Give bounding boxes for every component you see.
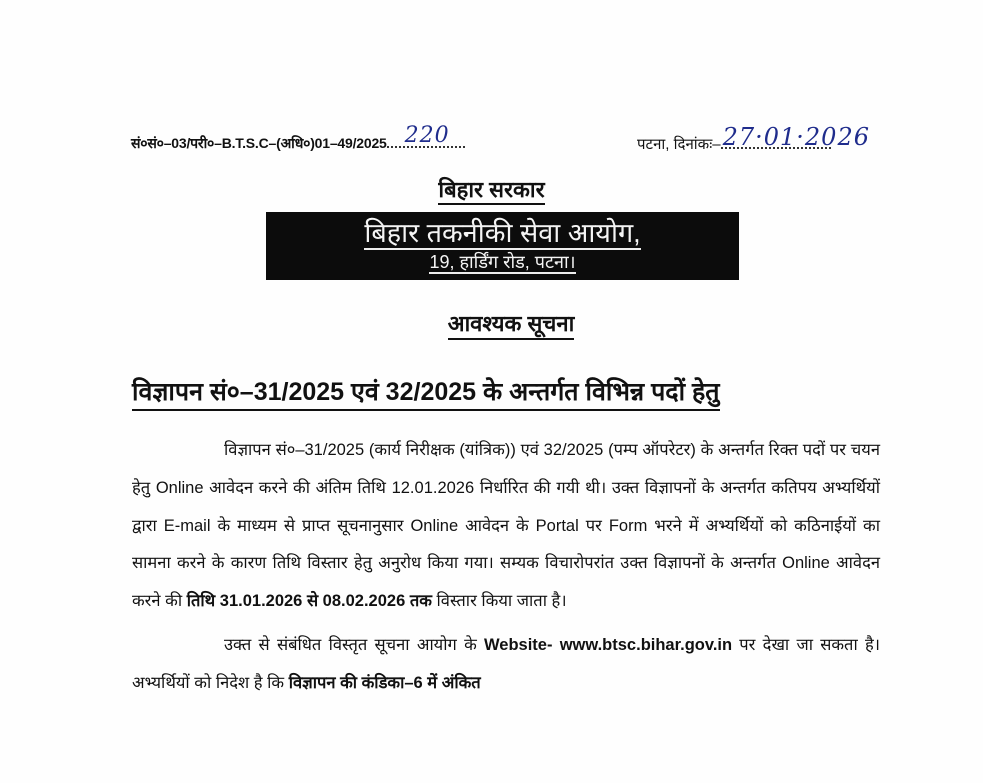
government-heading xyxy=(0,174,983,204)
paragraph-1 xyxy=(132,432,880,621)
date-blank xyxy=(721,123,870,151)
p2-text-a: उक्त से संबंधित विस्तृत सूचना आयोग के xyxy=(224,635,484,654)
p1-text-a: विज्ञापन सं०–31/2025 (कार्य निरीक्षक (यांत्रिक)) एवं 32/2025 (पम्प ऑपरेटर) के अन्तर्गत रिक्त पदों पर चयन हेतु Online आवेदन करने की अंतिम तिथि 12.01.2026 निर्धारित की गयी थी। उक्त विज्ञापनों के अन्तर्गत कतिपय अभ्यर्थियों द्वारा E-mail के माध्यम से प्राप्त सूचनानुसार Online आवेदन के Portal पर Form भरने में अभ्यर्थियों को कठिनाईयों का सामना करने के कारण तिथि विस्तार हेतु अनुरोध किया गया। सम्यक विचारोपरांत उक्त विज्ञापनों के अन्तर्गत Online आवेदन करने की xyxy=(132,441,880,611)
handwritten-date: 27·01·2026 xyxy=(722,123,870,151)
commission-name: बिहार तकनीकी सेवा आयोग, xyxy=(364,218,641,248)
notice-body xyxy=(132,432,880,703)
reference-prefix: सं०सं०–03/परी०–B.T.S.C–(अधि०)01–49/2025 xyxy=(131,135,387,151)
government-name: बिहार सरकार xyxy=(438,177,544,205)
paragraph-2 xyxy=(132,627,880,703)
website-link[interactable]: Website- www.btsc.bihar.gov.in xyxy=(484,635,733,654)
p1-text-b: विस्तार किया जाता है। xyxy=(431,592,567,611)
p2-text-b: पर देखा जा सकता है। अभ्यर्थियों को निदेश है कि xyxy=(132,635,880,692)
notice-title xyxy=(0,308,983,338)
p2-clause-reference: विज्ञापन की कंडिका–6 में अंकित xyxy=(288,673,481,692)
commission-address: 19, हार्डिंग रोड, पटना। xyxy=(429,252,576,272)
place-date-label: पटना, दिनांकः– xyxy=(637,136,721,153)
place-date xyxy=(637,123,870,154)
reference-number-blank xyxy=(387,123,465,148)
p1-extended-dates: तिथि 31.01.2026 से 08.02.2026 तक xyxy=(186,592,432,611)
reference-number xyxy=(131,123,465,153)
handwritten-reference-number: 220 xyxy=(404,123,450,148)
notice-title-text: आवश्यक सूचना xyxy=(448,311,575,340)
commission-banner xyxy=(266,212,739,280)
notice-subject-text: विज्ञापन सं०–31/2025 एवं 32/2025 के अन्तर्गत विभिन्न पदों हेतु xyxy=(132,378,720,411)
notice-subject xyxy=(132,374,892,408)
